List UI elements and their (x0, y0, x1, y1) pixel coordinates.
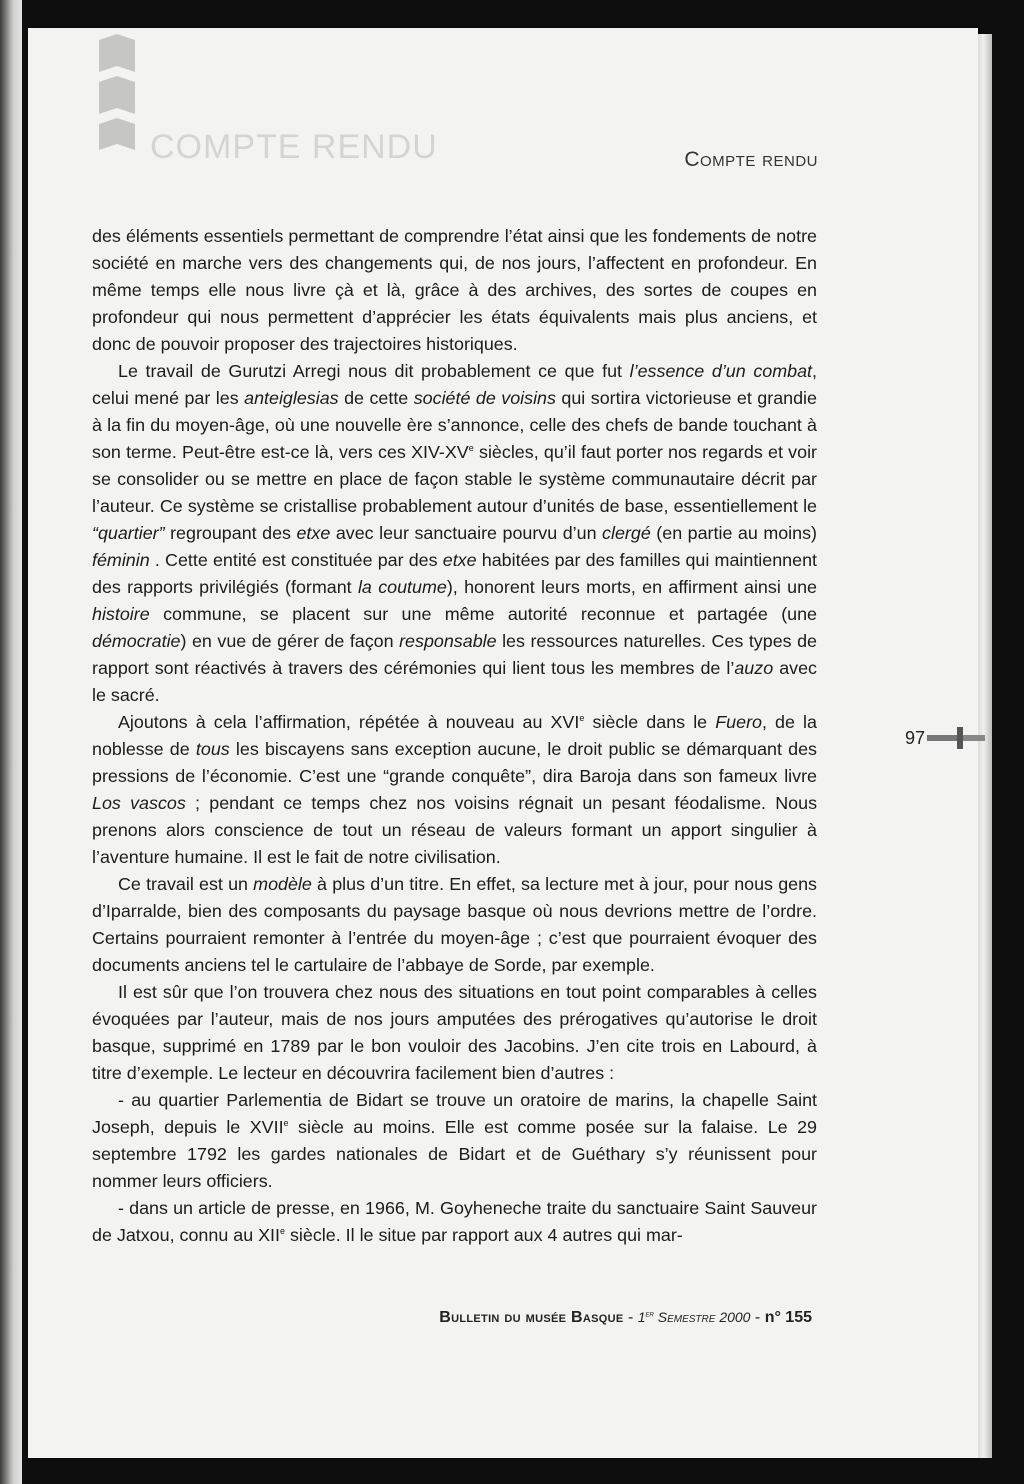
bulletin-title: Bulletin du musée Basque (439, 1309, 624, 1326)
facing-page-edge (0, 0, 22, 1484)
page-footer: Bulletin du musée Basque - 1er Semestre 2000 - n° 155 (439, 1309, 812, 1326)
show-through-ornament (95, 32, 139, 154)
list-item: - dans un article de presse, en 1966, M. Goyheneche traite du sanctuaire Saint Sauveur de Jatxou, connu au XIIe siècle. Il le situe par rapport aux 4 autres qui mar- (92, 1198, 817, 1245)
paragraph: Il est sûr que l’on trouvera chez nous des situations en tout point comparables à celles évoquées par l’auteur, mais de nos jours amputées des prérogatives qu’autorise le droit basque, supprimé en 1789 par le bon vouloir des Jacobins. J’en cite trois en Labourd, à titre d’exemple. Le lecteur en découvrira facilement bien d’autres : (92, 982, 817, 1083)
marker-bar-end (963, 735, 985, 741)
paragraph: Le travail de Gurutzi Arregi nous dit probablement ce que fut l’essence d’un combat, celui mené par les anteiglesias de cette société de voisins qui sortira victorieuse et grandie à la fin du moyen-âge, où une nouvelle ère s’annonce, celle des chefs de bande touchant à son terme. Peut-être est-ce là, vers ces XIV-XVe siècles, qu’il faut porter nos regards et voir se consolider ou se mettre en place de façon stable le système communautaire décrit par l’auteur. Ce système se cristallise probablement autour d’unités de base, essentiellement le “quartier” regroupant des etxe avec leur sanctuaire pourvu d’un clergé (en partie au moins) féminin . Cette entité est constituée par des etxe habitées par des familles qui maintiennent des rapports privilégiés (formant la coutume), honorent leurs morts, en affirment ainsi une histoire commune, se placent sur une même autorité reconnue et partagée (une démocratie) en vue de gérer de façon responsable les ressources naturelles. Ces types de rapport sont réactivés à travers des cérémonies qui lient tous les membres de l’auzo avec le sacré. (92, 361, 817, 705)
show-through-title: COMPTE RENDU (150, 128, 438, 166)
list-item: - au quartier Parlementia de Bidart se trouve un oratoire de marins, la chapelle Saint Joseph, depuis le XVIIe siècle au moins. Elle est comme posée sur la falaise. Le 29 septembre 1792 les gardes nationales de Bidart et de Guéthary s’y réunissent pour nommer leurs officiers. (92, 1090, 817, 1191)
issue-number: n° 155 (764, 1309, 812, 1326)
marker-bar (927, 735, 957, 741)
page-number: 97 (905, 727, 926, 748)
paragraph: des éléments essentiels permettant de comprendre l’état ainsi que les fondements de notre société en marche vers des changements qui, de nos jours, l’affectent en profondeur. En même temps elle nous livre çà et là, grâce à des archives, des sortes de coupes en profondeur qui nous permettent d’apprécier les états équivalents mais plus anciens, et donc de pouvoir proposer des trajectoires historiques. (92, 226, 817, 354)
page-number-marker (905, 727, 985, 749)
running-head: Compte rendu (684, 148, 818, 171)
paragraph: Ajoutons à cela l’affirmation, répétée à nouveau au XVIe siècle dans le Fuero, de la noblesse de tous les biscayens sans exception aucune, le droit public se démarquant des pressions de l’économie. C’est une “grande conquête”, dira Baroja dans son fameux livre Los vascos ; pendant ce temps chez nos voisins régnait un pesant féodalisme. Nous prenons alors conscience de tout un réseau de valeurs formant un apport singulier à l’aventure humaine. Il est le fait de notre civilisation. (92, 712, 818, 867)
semester: 1er Semestre 2000 (637, 1309, 751, 1325)
article-body (92, 223, 817, 1249)
paragraph: Ce travail est un modèle à plus d’un titre. En effet, sa lecture met à jour, pour nous gens d’Iparralde, bien des composants du paysage basque où nous devrions mettre de l’ordre. Certains pourraient remonter à l’entrée du moyen-âge ; c’est que pourraient évoquer des documents anciens tel le cartulaire de l’abbaye de Sorde, par exemple. (92, 874, 817, 975)
